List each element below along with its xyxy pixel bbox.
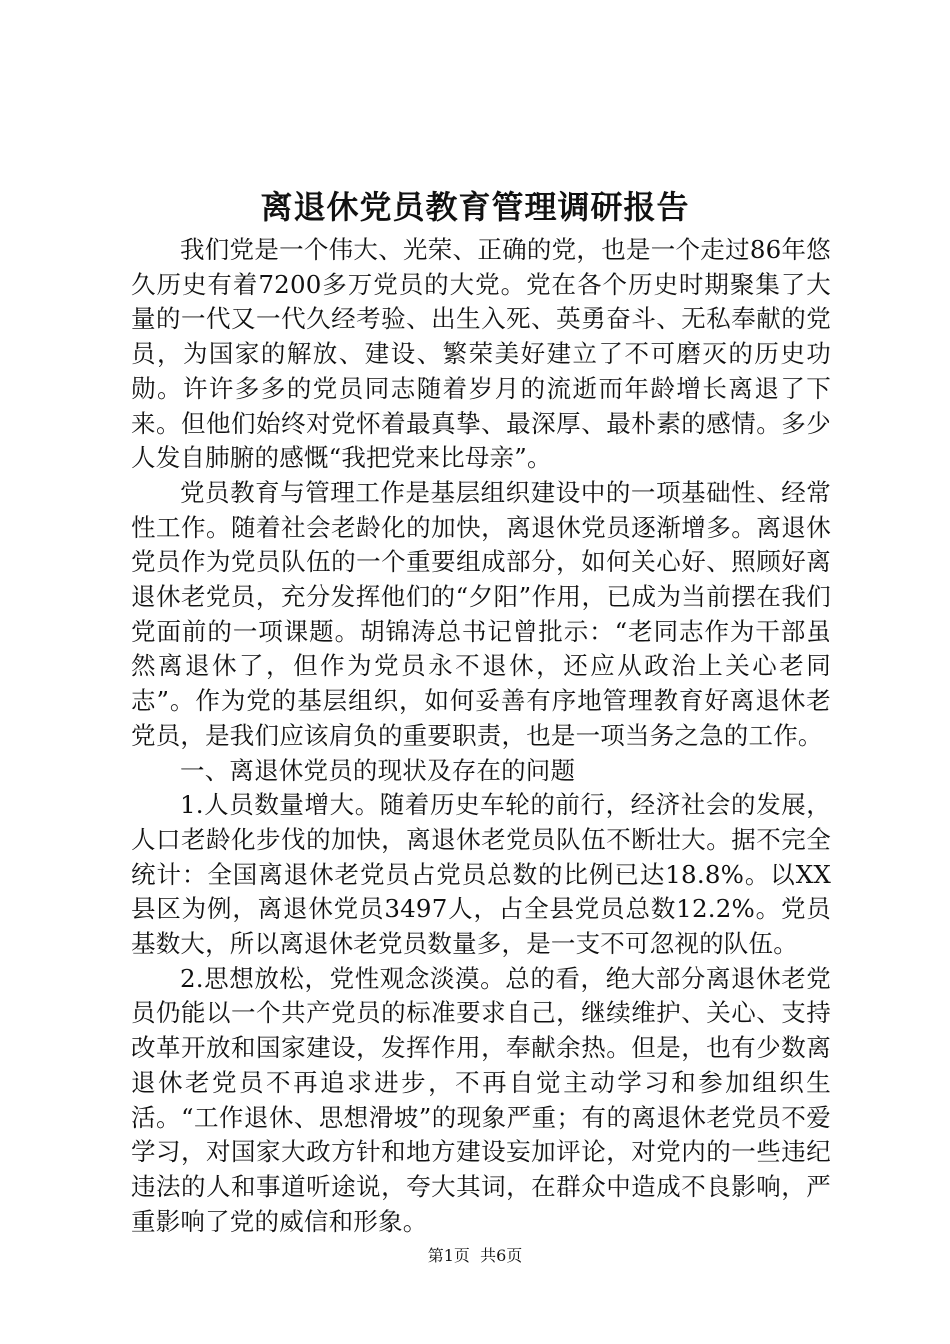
section-heading: 一、离退休党员的现状及存在的问题 [180,755,576,785]
page-footer: 第1页 共6页 [427,1246,523,1265]
paragraph-point-2: 2.思想放松，党性观念淡漠。总的看，绝大部分离退休老党员仍能以一个共产党员的标准要求自己，继续维护、关心、支持改革开放和国家建设，发挥作用，奉献余热。但是，也有少数离退休老党员不再追求进步，不再自觉主动学习和参加组织生活。“工作退休、思想滑坡”的现象严重；有的离退休老党员不爱学习，对国家大政方针和地方建设妄加评论，对党内的一些违纪违法的人和事道听途说，夸大其词，在群众中造成不良影响，严重影响了党的威信和形象。 [131,963,831,1236]
paragraph-point-1: 1.人员数量增大。随着历史车轮的前行，经济社会的发展，人口老龄化步伐的加快，离退休老党员队伍不断壮大。据不完全统计：全国离退休老党员占党员总数的比例已达18.8%。以XX县区为例，离退休党员3497人，占全县党员总数12.2%。党员基数大，所以离退休老党员数量多，是一支不可忽视的队伍。 [131,790,831,959]
paragraph-intro: 我们党是一个伟大、光荣、正确的党，也是一个走过86年悠久历史有着7200多万党员的大党。党在各个历史时期聚集了大量的一代又一代久经考验、出生入死、英勇奋斗、无私奉献的党员，为国家的解放、建设、繁荣美好建立了不可磨灭的历史功勋。许许多多的党员同志随着岁月的流逝而年龄增长离退了下来。但他们始终对党怀着最真挚、最深厚、最朴素的感情。多少人发自肺腑的感慨“我把党来比母亲”。 [131,235,831,473]
paragraph-background: 党员教育与管理工作是基层组织建设中的一项基础性、经常性工作。随着社会老龄化的加快，离退休党员逐渐增多。离退休党员作为党员队伍的一个重要组成部分，如何关心好、照顾好离退休老党员，充分发挥他们的“夕阳”作用，已成为当前摆在我们党面前的一项课题。胡锦涛总书记曾批示：“老同志作为干部虽然离退休了，但作为党员永不退休，还应从政治上关心老同志”。作为党的基层组织，如何妥善有序地管理教育好离退休老党员，是我们应该肩负的重要职责，也是一项当务之急的工作。 [131,477,831,750]
document-title: 离退休党员教育管理调研报告 [260,188,690,226]
document-body [131,233,831,1239]
